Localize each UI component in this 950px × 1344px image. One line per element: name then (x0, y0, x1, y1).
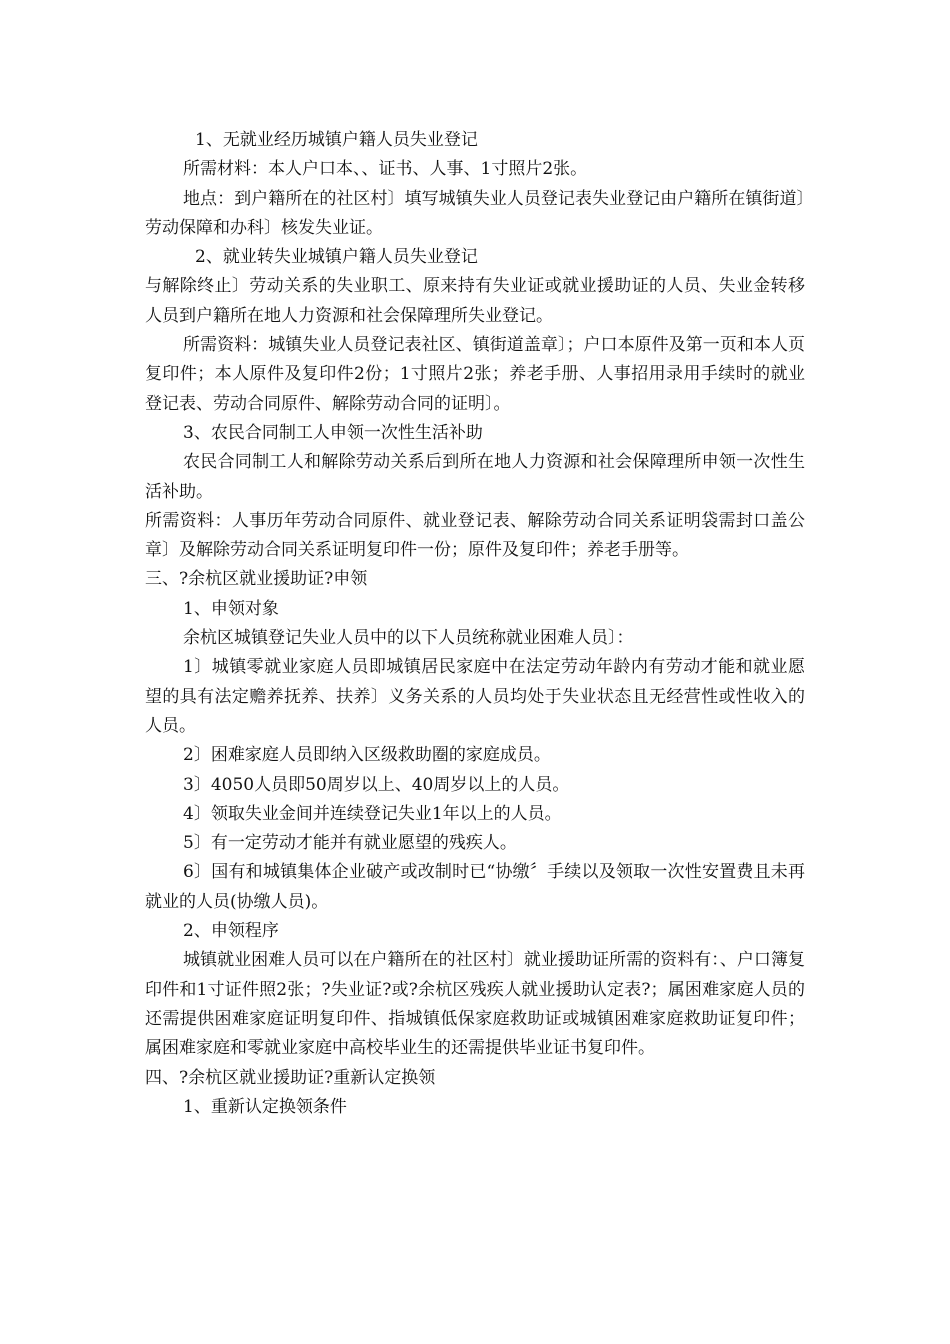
list-item-1: 1〕城镇零就业家庭人员即城镇居民家庭中在法定劳动年龄内有劳动才能和就业愿望的具有法定赡养抚养、扶养〕义务关系的人员均处于失业状态且无经营性或性收入的人员。 (145, 657, 805, 736)
paragraph-procedure: 城镇就业困难人员可以在户籍所在的社区村〕就业援助证所需的资料有：、户口簿复印件和1寸证件照2张；?失业证?或?余杭区残疾人就业援助认定表?；属困难家庭人员的还需提供困难家庭证明复印件、指城镇低保家庭救助证或城镇困难家庭救助证复印件；属困难家庭和零就业家庭中高校毕业生的还需提供毕业证书复印件。 (145, 950, 805, 1059)
paragraph-required-documents: 所需资料：城镇失业人员登记表社区、镇街道盖章〕；户口本原件及第一页和本人页复印件；本人原件及复印件2份；1寸照片2张；养老手册、人事招用录用手续时的就业登记表、劳动合同原件、解除劳动合同的证明〕。 (145, 335, 805, 414)
paragraph-farmer-documents: 所需资料：人事历年劳动合同原件、就业登记表、解除劳动合同关系证明袋需封口盖公章〕及解除劳动合同关系证明复印件一份；原件及复印件；养老手册等。 (145, 510, 805, 561)
section-heading-4: 四、?余杭区就业援助证?重新认定换领 (145, 1067, 436, 1088)
list-item-2: 2〕困难家庭人员即纳入区级救助圈的家庭成员。 (183, 745, 551, 766)
list-item-6: 6〕国有和城镇集体企业破产或改制时已“协缴〞手续以及领取一次性安置费且未再就业的人员(协缴人员)。 (145, 862, 805, 912)
subheading-application-target: 1、申领对象 (183, 598, 279, 619)
subheading-renewal-conditions: 1、重新认定换领条件 (183, 1096, 347, 1117)
document-body (145, 126, 805, 1122)
heading-farmer-contract-workers: 3、农民合同制工人申领一次性生活补助 (183, 422, 483, 443)
section-heading-3: 三、?余杭区就业援助证?申领 (145, 569, 368, 590)
heading-unemployed-registration-no-experience: 1、无就业经历城镇户籍人员失业登记 (195, 130, 478, 150)
subheading-application-procedure: 2、申领程序 (183, 921, 279, 942)
paragraph-farmer-subsidy: 农民合同制工人和解除劳动关系后到所在地人力资源和社会保障理所申领一次性生活补助。 (145, 452, 805, 502)
list-item-4: 4〕领取失业金间并连续登记失业1年以上的人员。 (183, 803, 562, 824)
list-item-5: 5〕有一定劳动才能并有就业愿望的残疾人。 (183, 833, 517, 854)
paragraph-location: 地点：到户籍所在的社区村〕填写城镇失业人员登记表失业登记由户籍所在镇街道〕劳动保障和办科〕核发失业证。 (145, 188, 805, 238)
paragraph-target-intro: 余杭区城镇登记失业人员中的以下人员统称就业困难人员〕： (183, 628, 634, 649)
list-item-3: 3〕4050人员即50周岁以上、40周岁以上的人员。 (183, 774, 570, 795)
paragraph-required-materials: 所需材料：本人户口本、、证书、人事、1寸照片2张。 (183, 159, 588, 180)
paragraph-eligible-persons: 与解除终止〕劳动关系的失业职工、原来持有失业证或就业援助证的人员、失业金转移人员到户籍所在地人力资源和社会保障理所失业登记。 (145, 276, 805, 326)
heading-employment-to-unemployment: 2、就业转失业城镇户籍人员失业登记 (195, 247, 478, 268)
